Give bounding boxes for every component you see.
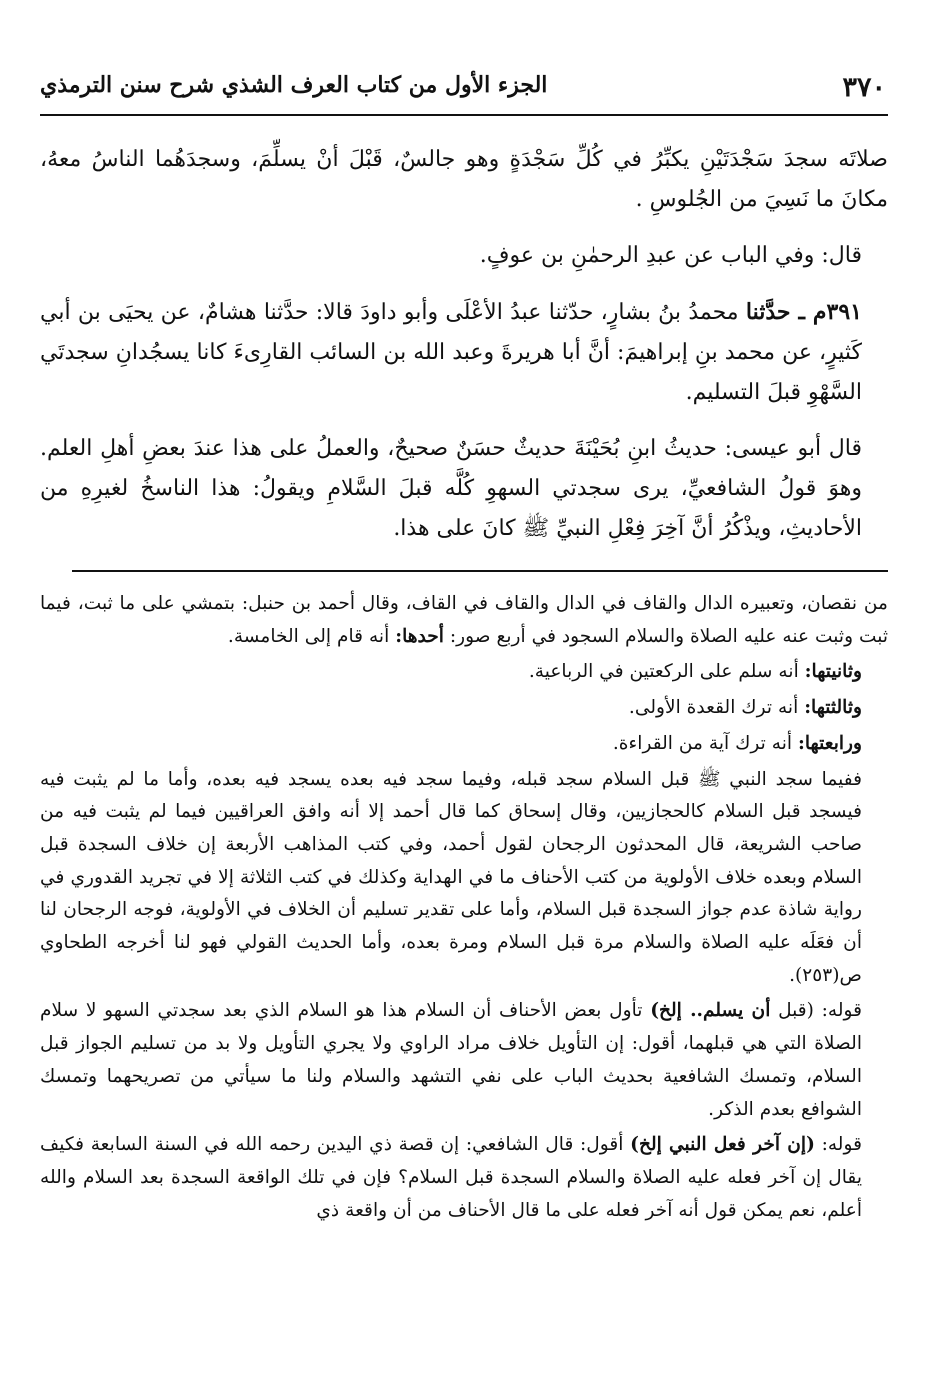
footnote-para-4 (40, 728, 888, 761)
book-page (40, 60, 888, 1360)
footnote-text: أنه ترك القعدة الأولى. (628, 697, 799, 719)
footnotes (40, 588, 888, 1230)
hadith-text-continued: صلاتَه سجدَ سَجْدَتَيْنِ يكبِّرُ في كُلِّ سَجْدَةٍ وهو جالسٌ، قَبْلَ أنْ يسلِّمَ، وسجدَهُما الناسُ معهُ، مكانَ ما نَسِيَ من الجُلوسِ . (40, 147, 888, 212)
abu-isa-commentary: قال أبو عيسى: حديثُ ابنِ بُحَيْنَةَ حديثٌ حسَنٌ صحيحٌ، والعملُ على هذا عندَ بعضِ أهلِ العلم. وهوَ قولُ الشافعيِّ، يرى سجدتي السهوِ كُلَّه قبلَ السَّلامِ ويقولُ: هذا الناسخُ لغيرِهِ من الأحاديثِ، ويذْكُرُ أنَّ آخِرَ فِعْلِ النبيِّ ﷺ كانَ على هذا. (40, 436, 862, 541)
footnote-para-6 (40, 995, 888, 1126)
page-number: ٣٧٠ (842, 72, 886, 103)
footnote-text: أنه قام إلى الخامسة. (227, 625, 390, 647)
footnote-bold: أحدها: (395, 625, 444, 647)
footnote-para-2 (40, 656, 888, 689)
footnote-para-1 (40, 588, 888, 653)
hadith-number: ٣٩١م ـ حدَّثنا (745, 299, 862, 325)
footnote-bold: وثانيتها: (804, 661, 862, 683)
footnote-text: قوله: (821, 1134, 862, 1156)
footnote-text: أقول: قال الشافعي: إن قصة ذي اليدين رحمه الله في السنة السابعة فكيف يقال إن آخر فعله عليه الصلاة والسلام السجدة قبل السلام؟ فإن في تلك الواقعة السجدة بعد السلام والله أعلم، نعم يمكن قول أنه آخر فعله على ما قال الأحناف من أن واقعة ذي (40, 1134, 862, 1221)
running-header (40, 60, 888, 110)
chapter-note: قال: وفي الباب عن عبدِ الرحمٰنِ بن عوفٍ. (479, 243, 862, 268)
footnote-rule (72, 570, 888, 572)
footnote-para-7 (40, 1129, 888, 1227)
footnote-para-3 (40, 692, 888, 725)
footnote-text: من نقصان، وتعبيره الدال والقاف في الدال والقاف في القاف، وقال أحمد بن حنبل: بتمشي على ما ثبت، فيما ثبت وثبت عنه عليه الصلاة والسلام السجود في أربع صور: (40, 593, 888, 647)
footnote-text: أنه ترك آية من القراءة. (612, 732, 793, 754)
main-text (40, 140, 888, 565)
footnote-text: تأول بعض الأحناف أن السلام هذا هو السلام الذي بعد سجدتي السهو لا سلام الصلاة التي هي قبلهما، أقول: إن التأويل خلاف مراد الراوي ولا يجري التأويل ولا بد من تسليم الجواز قبل السلام، وتمسك الشافعية بحديث الباب على نفي التشهد والسلام ولنا ما سيأتي من تصريحهما وتمسك الشوافع بعدم الذكر. (40, 1000, 862, 1120)
footnote-bold: أن يسلم.. إلخ) (650, 1000, 771, 1022)
footnote-bold: (إن آخر فعل النبي إلخ) (630, 1134, 815, 1156)
footnote-bold: ورابعتها: (798, 732, 862, 754)
footnote-text: أنه سلم على الركعتين في الرباعية. (528, 661, 799, 683)
footnote-text: قوله: (قبل (778, 1000, 863, 1022)
running-title: الجزء الأول من كتاب العرف الشذي شرح سنن الترمذي (40, 72, 548, 98)
footnote-bold: وثالثتها: (804, 697, 862, 719)
hadith-391m (40, 292, 888, 413)
header-rule (40, 114, 888, 116)
footnote-para-5: ففيما سجد النبي ﷺ قبل السلام سجد قبله، وفيما سجد فيه بعده يسجد فيه بعده، وأما ما لم يثبت فيه فيسجد قبل السلام كالحجازيين، وقال إسحاق كما قال أحمد إلا أنه وافق العراقيين فيما لم يثبت فيه من صاحب الشريعة، قال المحدثون الرجحان لقول أحمد، وفي كتب المذاهب الأربعة إن خلاف السجدة قبل السلام وبعده خلاف الأولوية من كتب الأحناف ما في الهداية وكذلك في كتب الثلاثة إلا في تجريد القدوري في رواية شاذة عدم جواز السجدة قبل السلام، وأما على تقدير تسليم أن الخلاف في الأولوية، فوجه الرجحان لنا أن فعَلَه عليه الصلاة والسلام مرة قبل السلام ومرة بعده، وأما الحديث القولي فهو لنا أخرجه الطحاوي ص(٢٥٣). (40, 768, 862, 986)
hadith-391m-text: محمدُ بنُ بشارٍ، حدّثنا عبدُ الأعْلَى وأبو داودَ قالا: حدَّثنا هشامٌ، عن يحيَى بن أبي كَثيرٍ، عن محمد بنِ إبراهيمَ: أنَّ أبا هريرةَ وعبد الله بن السائب القارِىءَ كانا يسجُدانِ سجدتَي السَّهْوِ قبلَ التسليم. (40, 300, 862, 405)
